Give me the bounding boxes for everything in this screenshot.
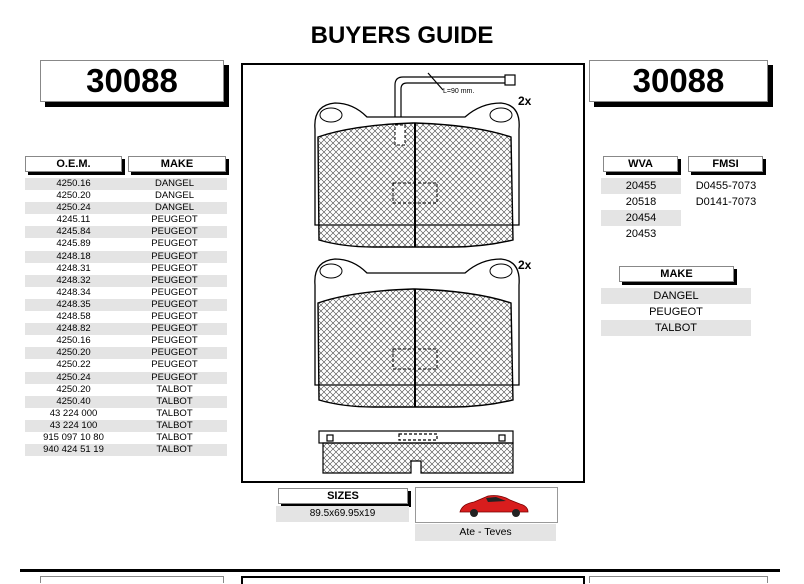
brand-label: Ate - Teves [415,524,556,541]
oem-number: 4248.34 [56,286,91,298]
table-row [25,263,227,275]
bottom-divider [20,569,780,572]
wva-list [601,178,681,242]
table-row [25,396,227,408]
red-sports-car-icon [416,488,557,522]
side-profile [319,431,513,473]
oem-make: TALBOT [122,444,227,456]
oem-number: 4245.11 [56,214,91,226]
vehicle-make-header: MAKE [619,266,734,282]
table-row [25,384,227,396]
table-row [25,238,227,250]
table-row [25,444,227,456]
oem-make: PEUGEOT [122,372,227,384]
table-row [25,190,227,202]
table-row [25,251,227,263]
fmsi-list [688,178,764,210]
oem-make: PEUGEOT [122,347,227,359]
oem-make: PEUGEOT [122,251,227,263]
oem-number: 4248.58 [56,311,91,323]
make-header: MAKE [128,156,226,172]
wva-value: 20455 [601,178,681,194]
wva-value: 20453 [625,228,657,240]
table-row [25,202,227,214]
oem-number: 4250.22 [56,359,91,371]
oem-number: 43 224 100 [25,420,122,432]
wva-value: 20454 [601,210,681,226]
fmsi-value: D0141-7073 [695,196,757,208]
page-title: BUYERS GUIDE [310,22,494,49]
oem-make: PEUGEOT [122,299,227,311]
oem-table [25,178,227,456]
car-image [415,487,558,523]
table-row [25,287,227,299]
wva-header: WVA [603,156,678,172]
table-row [25,408,227,420]
table-row [25,275,227,287]
oem-number: 4250.20 [56,190,91,202]
oem-number: 4250.16 [25,178,122,190]
top-quantity: 2x [518,94,532,108]
vehicle-make-list [601,288,751,336]
table-row [25,311,227,323]
table-row [25,359,227,371]
oem-number: 4248.18 [25,251,122,263]
oem-header: O.E.M. [25,156,122,172]
oem-make: PEUGEOT [151,214,198,226]
sizes-value: 89.5x69.95x19 [276,506,409,522]
table-row [25,299,227,311]
oem-make: TALBOT [122,420,227,432]
oem-make: DANGEL [154,190,195,202]
fmsi-header: FMSI [688,156,763,172]
oem-make: PEUGEOT [151,286,198,298]
oem-number: 4248.31 [56,262,91,274]
oem-make: PEUGEOT [122,226,227,238]
oem-make: PEUGEOT [151,238,198,250]
next-section-stub [241,576,585,584]
brake-pad-drawing [241,63,585,483]
oem-make: PEUGEOT [151,359,198,371]
sizes-header: SIZES [278,488,408,504]
oem-number: 4248.82 [25,323,122,335]
wire-length-label: L=90 mm. [443,88,475,95]
vehicle-make: PEUGEOT [649,306,703,318]
table-row [25,335,227,347]
oem-make: TALBOT [156,407,193,419]
brake-pad-diagram [243,65,583,481]
oem-number: 915 097 10 80 [43,431,104,443]
oem-number: 4245.89 [56,238,91,250]
oem-make: TALBOT [122,396,227,408]
fmsi-value: D0455-7073 [695,180,757,192]
vehicle-make: TALBOT [601,320,751,336]
part-number-left: 30088 [40,60,224,102]
oem-make: PEUGEOT [122,275,227,287]
oem-number: 43 224 000 [49,407,98,419]
table-row [25,372,227,384]
oem-make: PEUGEOT [151,335,198,347]
table-row [25,347,227,359]
table-row [25,214,227,226]
oem-number: 4250.16 [56,335,91,347]
table-row [25,226,227,238]
oem-make: DANGEL [122,202,227,214]
table-row [25,178,227,190]
bottom-quantity: 2x [518,258,532,272]
table-row [25,323,227,335]
oem-make: PEUGEOT [151,311,198,323]
part-number-right: 30088 [589,60,768,102]
oem-make: TALBOT [156,383,193,395]
oem-number: 4248.35 [25,299,122,311]
vehicle-make: DANGEL [601,288,751,304]
oem-make: TALBOT [156,431,193,443]
oem-number: 4250.40 [25,396,122,408]
oem-make: PEUGEOT [122,323,227,335]
table-row [25,432,227,444]
wva-value: 20518 [625,196,657,208]
oem-make: DANGEL [122,178,227,190]
oem-make: PEUGEOT [151,262,198,274]
oem-number: 4250.20 [56,383,91,395]
oem-number: 4250.24 [25,202,122,214]
oem-number: 4250.24 [25,372,122,384]
oem-number: 940 424 51 19 [25,444,122,456]
table-row [25,420,227,432]
oem-number: 4250.20 [25,347,122,359]
oem-number: 4245.84 [25,226,122,238]
oem-number: 4248.32 [25,275,122,287]
